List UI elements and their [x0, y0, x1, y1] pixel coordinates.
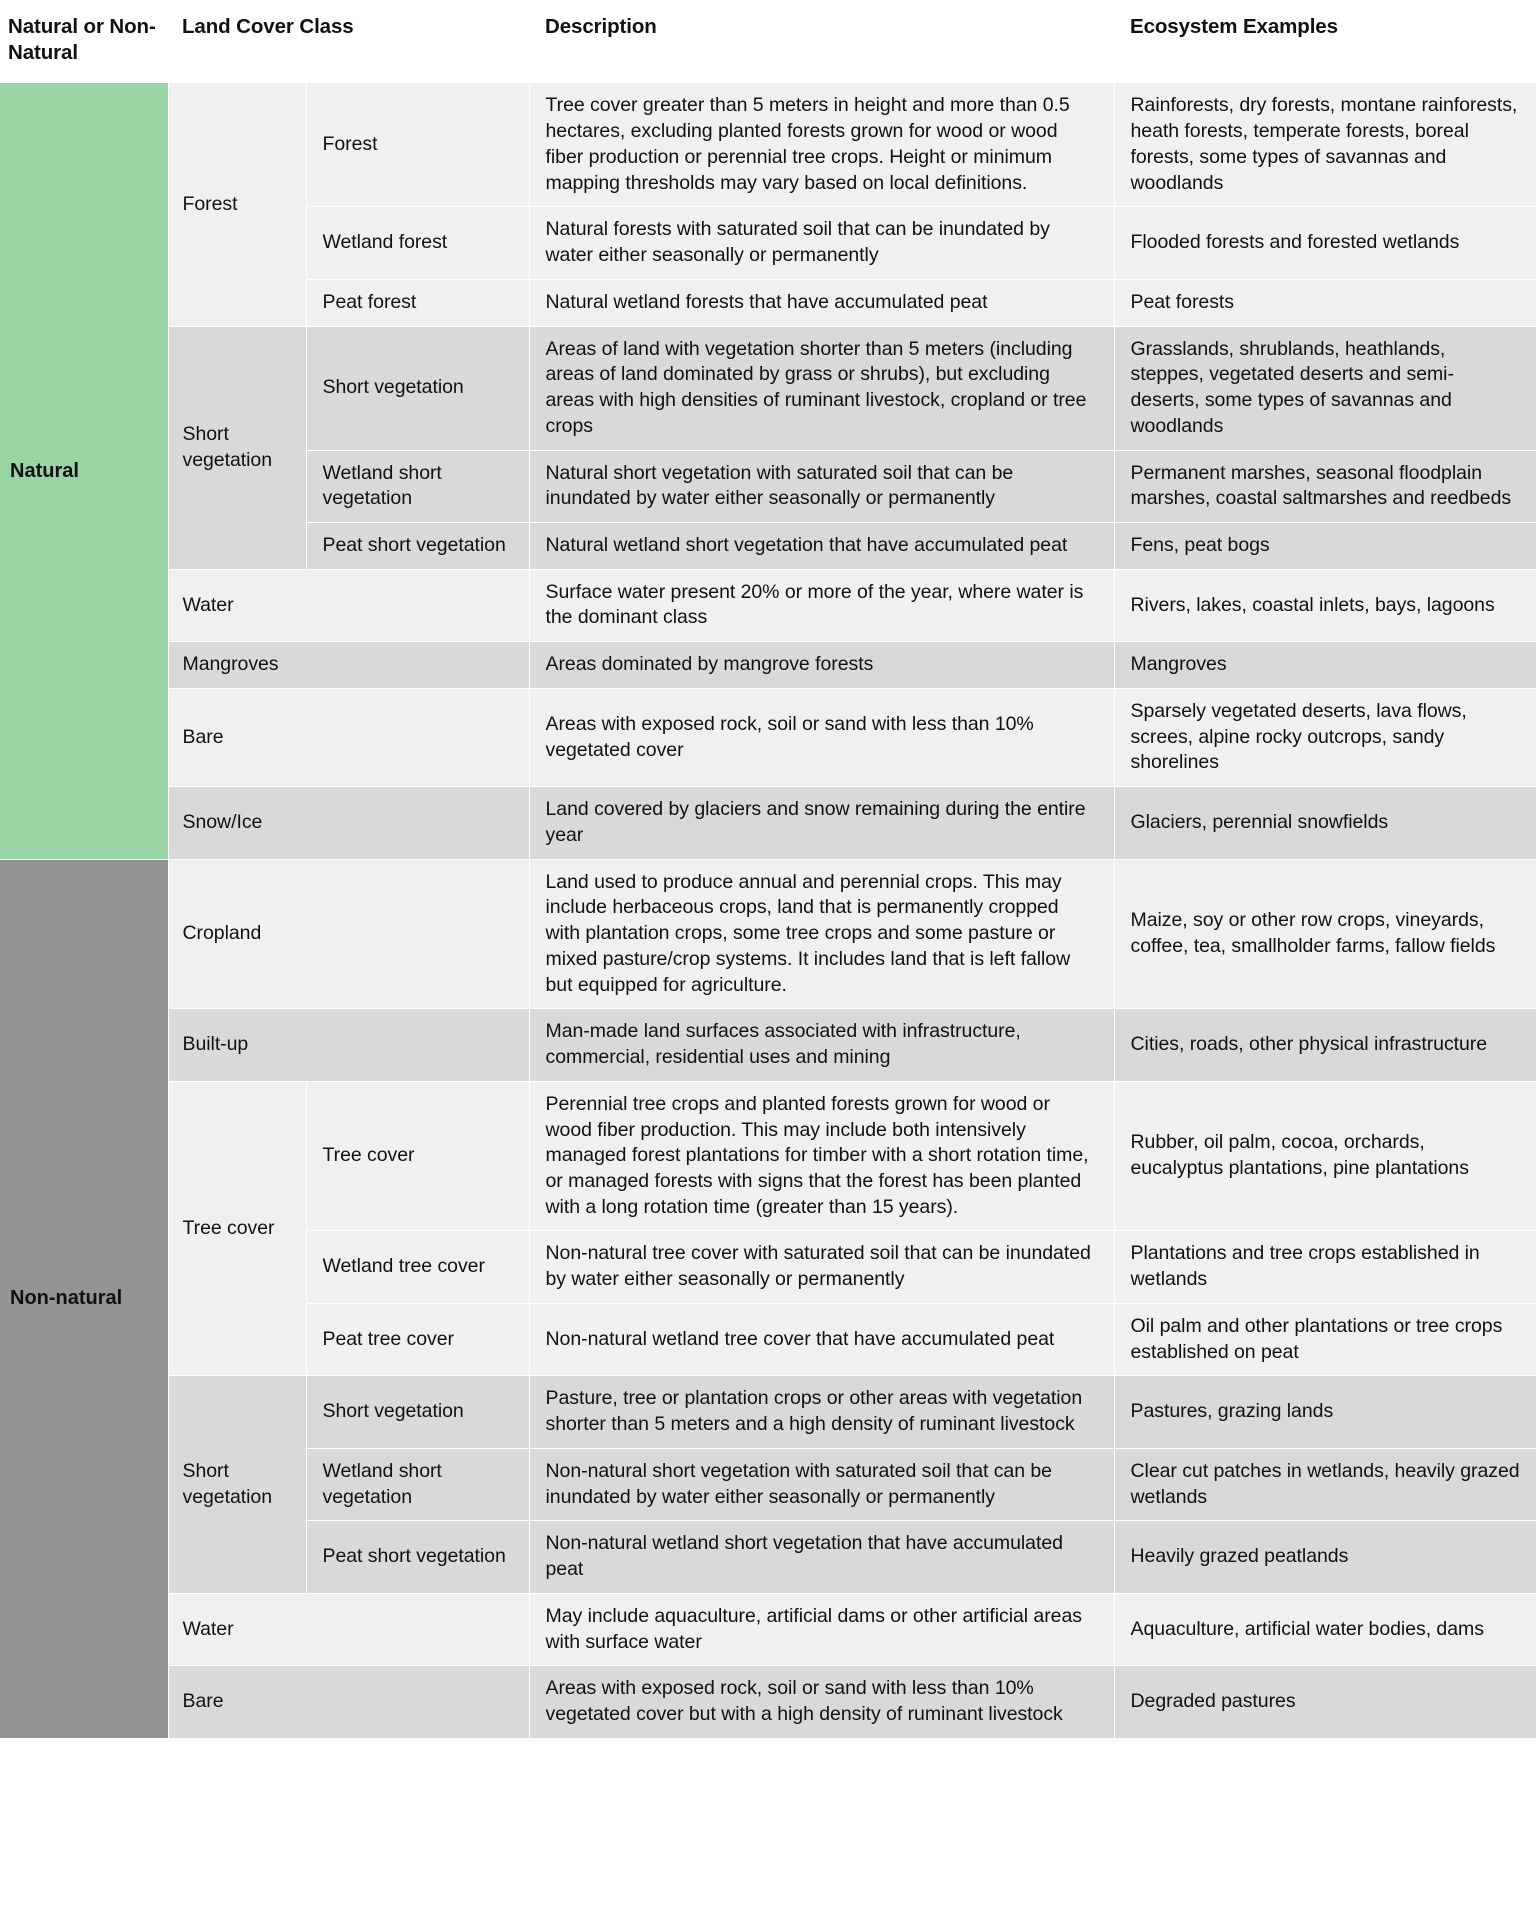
ecosystem-examples-cell: Sparsely vegetated deserts, lava flows, screes, alpine rocky outcrops, sandy shorelines — [1114, 688, 1536, 786]
description-cell: Non-natural short vegetation with saturated soil that can be inundated by water either seasonally or permanently — [529, 1448, 1114, 1520]
description-cell: Non-natural tree cover with saturated soil that can be inundated by water either seasonally or permanently — [529, 1231, 1114, 1303]
ecosystem-examples-cell: Degraded pastures — [1114, 1666, 1536, 1738]
land-cover-class-cell: Water — [168, 1593, 529, 1665]
column-header-land-cover-class: Land Cover Class — [168, 0, 529, 83]
description-cell: Areas with exposed rock, soil or sand with less than 10% vegetated cover — [529, 688, 1114, 786]
ecosystem-examples-cell: Cities, roads, other physical infrastructure — [1114, 1009, 1536, 1081]
ecosystem-examples-cell: Peat forests — [1114, 279, 1536, 326]
column-header-natural-or-non-natural: Natural or Non-Natural — [0, 0, 168, 83]
ecosystem-examples-cell: Glaciers, perennial snowfields — [1114, 787, 1536, 859]
table-row — [0, 859, 1536, 1009]
description-cell: Areas of land with vegetation shorter than 5 meters (including areas of land dominated by grass or shrubs), but excluding areas with high densities of ruminant livestock, cropland or tree crops — [529, 326, 1114, 450]
description-cell: Tree cover greater than 5 meters in height and more than 0.5 hectares, excluding planted forests grown for wood or wood fiber production or perennial tree crops. Height or minimum mapping thresholds may vary based on local definitions. — [529, 83, 1114, 207]
description-cell: Areas dominated by mangrove forests — [529, 642, 1114, 689]
land-cover-class-cell: Bare — [168, 1666, 529, 1738]
land-cover-subclass-cell: Wetland tree cover — [306, 1231, 529, 1303]
description-cell: Natural forests with saturated soil that can be inundated by water either seasonally or permanently — [529, 207, 1114, 279]
land-cover-group-cell: Forest — [168, 83, 306, 326]
table-row — [0, 787, 1536, 859]
land-cover-subclass-cell: Peat tree cover — [306, 1303, 529, 1375]
land-cover-class-cell: Cropland — [168, 859, 529, 1009]
table-body — [0, 83, 1536, 1738]
description-cell: Land used to produce annual and perennial crops. This may include herbaceous crops, land that is permanently cropped with plantation crops, some tree crops and some pasture or mixed pasture/crop systems. It includes land that is left fallow but equipped for agriculture. — [529, 859, 1114, 1009]
description-cell: Natural wetland forests that have accumulated peat — [529, 279, 1114, 326]
ecosystem-examples-cell: Permanent marshes, seasonal floodplain marshes, coastal saltmarshes and reedbeds — [1114, 450, 1536, 522]
description-cell: Natural short vegetation with saturated soil that can be inundated by water either seasonally or permanently — [529, 450, 1114, 522]
land-cover-group-cell: Short vegetation — [168, 326, 306, 569]
land-cover-class-cell: Snow/Ice — [168, 787, 529, 859]
land-cover-subclass-cell: Tree cover — [306, 1081, 529, 1231]
table-row — [0, 326, 1536, 450]
table-header — [0, 0, 1536, 83]
column-header-description: Description — [529, 0, 1114, 83]
ecosystem-examples-cell: Rubber, oil palm, cocoa, orchards, eucalyptus plantations, pine plantations — [1114, 1081, 1536, 1231]
table-row — [0, 1376, 1536, 1448]
land-cover-class-cell: Water — [168, 569, 529, 641]
land-cover-group-cell: Short vegetation — [168, 1376, 306, 1593]
table-row — [0, 1666, 1536, 1738]
land-cover-subclass-cell: Forest — [306, 83, 529, 207]
ecosystem-examples-cell: Flooded forests and forested wetlands — [1114, 207, 1536, 279]
table-row — [0, 642, 1536, 689]
land-cover-group-cell: Tree cover — [168, 1081, 306, 1376]
description-cell: Surface water present 20% or more of the year, where water is the dominant class — [529, 569, 1114, 641]
table-row — [0, 1081, 1536, 1231]
ecosystem-examples-cell: Plantations and tree crops established in wetlands — [1114, 1231, 1536, 1303]
description-cell: Perennial tree crops and planted forests grown for wood or wood fiber production. This may include both intensively managed forest plantations for timber with a short rotation time, or managed forests with signs that the forest has been planted with a long rotation time (greater than 15 years). — [529, 1081, 1114, 1231]
ecosystem-examples-cell: Fens, peat bogs — [1114, 523, 1536, 570]
ecosystem-examples-cell: Grasslands, shrublands, heathlands, steppes, vegetated deserts and semi-deserts, some types of savannas and woodlands — [1114, 326, 1536, 450]
ecosystem-examples-cell: Aquaculture, artificial water bodies, dams — [1114, 1593, 1536, 1665]
ecosystem-examples-cell: Rivers, lakes, coastal inlets, bays, lagoons — [1114, 569, 1536, 641]
description-cell: Natural wetland short vegetation that have accumulated peat — [529, 523, 1114, 570]
description-cell: Areas with exposed rock, soil or sand with less than 10% vegetated cover but with a high density of ruminant livestock — [529, 1666, 1114, 1738]
land-cover-subclass-cell: Peat short vegetation — [306, 523, 529, 570]
ecosystem-examples-cell: Oil palm and other plantations or tree crops established on peat — [1114, 1303, 1536, 1375]
column-header-ecosystem-examples: Ecosystem Examples — [1114, 0, 1536, 83]
description-cell: May include aquaculture, artificial dams or other artificial areas with surface water — [529, 1593, 1114, 1665]
ecosystem-examples-cell: Mangroves — [1114, 642, 1536, 689]
land-cover-class-cell: Built-up — [168, 1009, 529, 1081]
ecosystem-examples-cell: Rainforests, dry forests, montane rainforests, heath forests, temperate forests, boreal forests, some types of savannas and woodlands — [1114, 83, 1536, 207]
land-cover-class-cell: Bare — [168, 688, 529, 786]
ecosystem-examples-cell: Pastures, grazing lands — [1114, 1376, 1536, 1448]
table-row — [0, 1009, 1536, 1081]
land-cover-subclass-cell: Short vegetation — [306, 1376, 529, 1448]
table-header-row — [0, 0, 1536, 83]
description-cell: Pasture, tree or plantation crops or other areas with vegetation shorter than 5 meters and a high density of ruminant livestock — [529, 1376, 1114, 1448]
table-row — [0, 1593, 1536, 1665]
description-cell: Non-natural wetland short vegetation that have accumulated peat — [529, 1521, 1114, 1593]
ecosystem-examples-cell: Heavily grazed peatlands — [1114, 1521, 1536, 1593]
description-cell: Land covered by glaciers and snow remaining during the entire year — [529, 787, 1114, 859]
ecosystem-examples-cell: Maize, soy or other row crops, vineyards, coffee, tea, smallholder farms, fallow fields — [1114, 859, 1536, 1009]
table-row — [0, 83, 1536, 207]
table-row — [0, 688, 1536, 786]
ecosystem-examples-cell: Clear cut patches in wetlands, heavily grazed wetlands — [1114, 1448, 1536, 1520]
description-cell: Man-made land surfaces associated with infrastructure, commercial, residential uses and mining — [529, 1009, 1114, 1081]
group-label-non-natural: Non-natural — [0, 859, 168, 1738]
description-cell: Non-natural wetland tree cover that have accumulated peat — [529, 1303, 1114, 1375]
land-cover-subclass-cell: Wetland forest — [306, 207, 529, 279]
land-cover-class-cell: Mangroves — [168, 642, 529, 689]
table-row — [0, 569, 1536, 641]
land-cover-subclass-cell: Peat short vegetation — [306, 1521, 529, 1593]
land-cover-subclass-cell: Wetland short vegetation — [306, 1448, 529, 1520]
group-label-natural: Natural — [0, 83, 168, 859]
land-cover-subclass-cell: Wetland short vegetation — [306, 450, 529, 522]
land-cover-subclass-cell: Peat forest — [306, 279, 529, 326]
land-cover-subclass-cell: Short vegetation — [306, 326, 529, 450]
